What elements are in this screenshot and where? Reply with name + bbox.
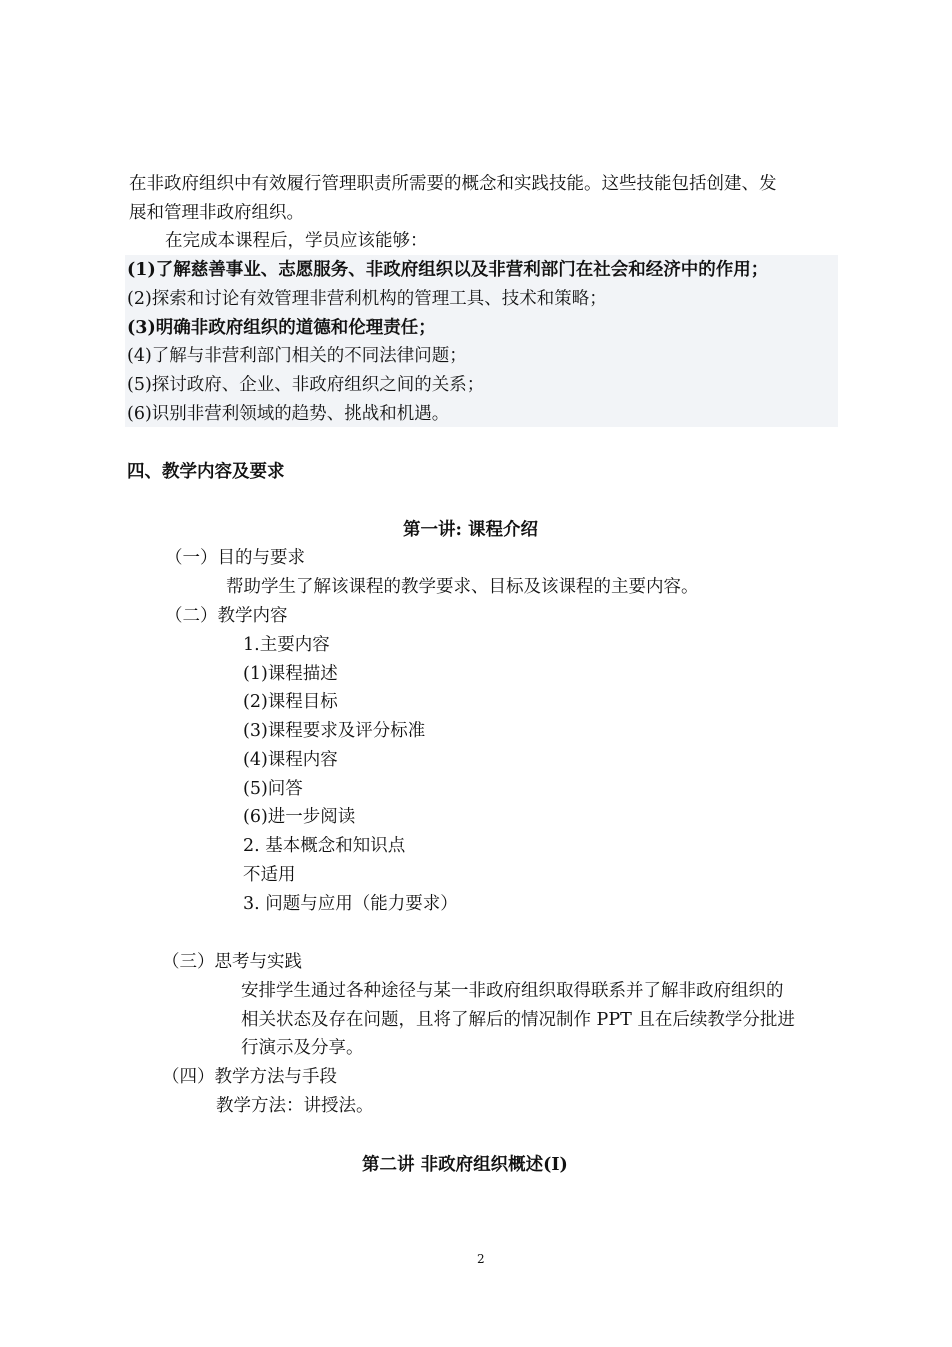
content-item: (1)课程描述 — [243, 664, 338, 684]
objective-4: (4)了解与非营利部门相关的不同法律问题； — [127, 346, 467, 366]
purpose-heading: （一）目的与要求 — [165, 548, 305, 568]
objective-5: (5)探讨政府、企业、非政府组织之间的关系； — [127, 375, 485, 395]
objective-2: (2)探索和讨论有效管理非营利机构的管理工具、技术和策略； — [127, 289, 607, 309]
content-item: (2)课程目标 — [243, 692, 338, 712]
lecture-2-title: 第二讲 非政府组织概述(Ⅰ) — [362, 1155, 568, 1175]
content-item: (5)问答 — [243, 779, 303, 799]
practice-line-3: 行演示及分享。 — [241, 1038, 364, 1058]
objective-1: (1)了解慈善事业、志愿服务、非政府组织以及非营利部门在社会和经济中的作用； — [127, 260, 769, 280]
practice-heading: （三）思考与实践 — [162, 952, 302, 972]
content-item: (6)进一步阅读 — [243, 807, 356, 827]
lecture-1-title: 第一讲: 课程介绍 — [403, 520, 539, 540]
content-item: 2. 基本概念和知识点 — [243, 836, 406, 856]
intro-line-2: 展和管理非政府组织。 — [129, 203, 304, 223]
page-number: 2 — [477, 1252, 485, 1266]
intro-line-1: 在非政府组织中有效履行管理职责所需要的概念和实践技能。这些技能包括创建、发 — [129, 174, 777, 194]
objective-3: (3)明确非政府组织的道德和伦理责任； — [127, 318, 436, 338]
method-text: 教学方法：讲授法。 — [216, 1096, 374, 1116]
intro-lead: 在完成本课程后，学员应该能够： — [165, 231, 428, 251]
content-heading: （二）教学内容 — [165, 606, 288, 626]
content-item: 不适用 — [243, 865, 296, 885]
practice-line-1: 安排学生通过各种途径与某一非政府组织取得联系并了解非政府组织的 — [241, 981, 784, 1001]
content-item: (3)课程要求及评分标准 — [243, 721, 426, 741]
objective-6: (6)识别非营利领域的趋势、挑战和机遇。 — [127, 404, 450, 424]
content-item: 1.主要内容 — [243, 635, 330, 655]
section-heading-4: 四、教学内容及要求 — [127, 462, 285, 482]
content-item: 3. 问题与应用（能力要求） — [243, 894, 458, 914]
purpose-text: 帮助学生了解该课程的教学要求、目标及该课程的主要内容。 — [226, 577, 699, 597]
content-item: (4)课程内容 — [243, 750, 338, 770]
practice-line-2: 相关状态及存在问题，且将了解后的情况制作 PPT 且在后续教学分批进 — [241, 1010, 795, 1030]
method-heading: （四）教学方法与手段 — [162, 1067, 337, 1087]
